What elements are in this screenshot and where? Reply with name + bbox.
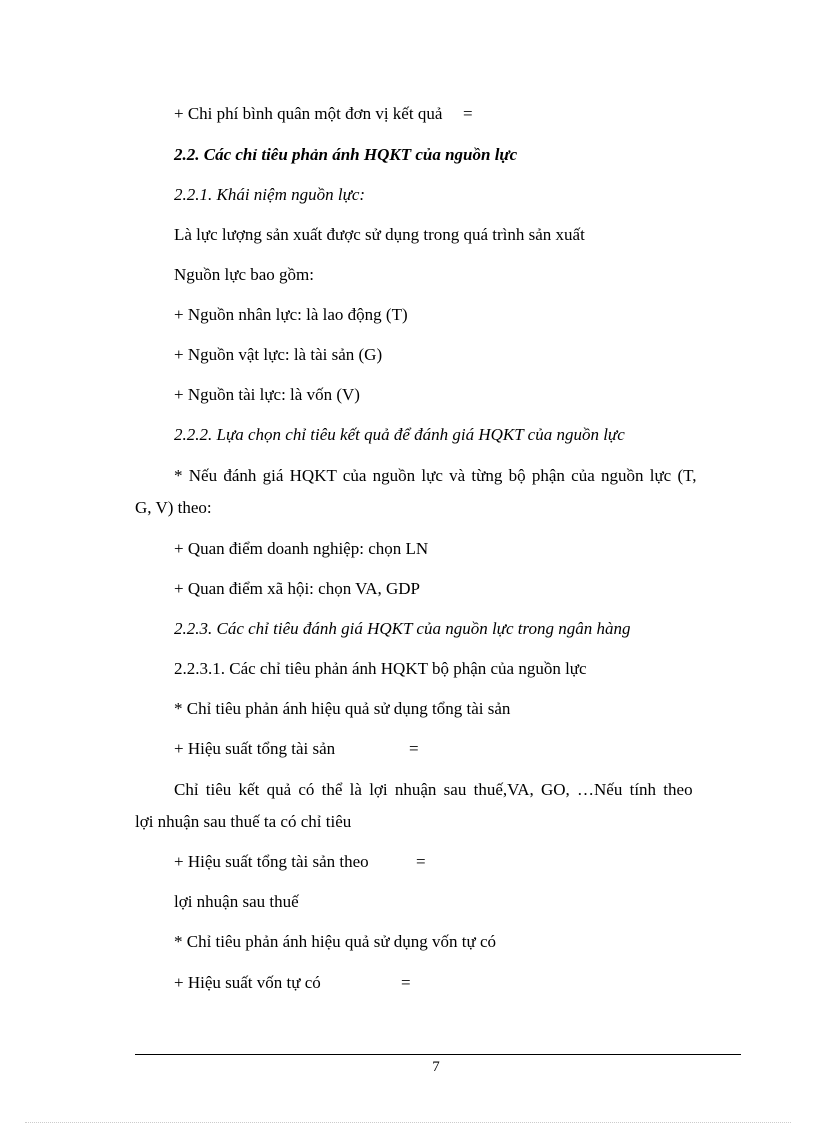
paragraph-total-assets-indicator: * Chỉ tiêu phản ánh hiệu quả sử dụng tổng tài sản xyxy=(174,699,511,718)
list-item-equity-efficiency: + Hiệu suất vốn tự có xyxy=(174,973,321,992)
equals-sign: = xyxy=(416,852,426,871)
paragraph-after-tax-profit: lợi nhuận sau thuế xyxy=(174,892,299,911)
page-number: 7 xyxy=(432,1059,440,1075)
list-item-enterprise-view: + Quan điểm doanh nghiệp: chọn LN xyxy=(174,539,429,558)
list-item-financial-resources: + Nguồn tài lực: là vốn (V) xyxy=(174,385,360,404)
paragraph-resources-include: Nguồn lực bao gồm: xyxy=(174,265,315,284)
paragraph-equity-indicator: * Chỉ tiêu phản ánh hiệu quả sử dụng vốn tự có xyxy=(174,932,497,951)
paragraph-result-indicator-line-1: Chỉ tiêu kết quả có thể là lợi nhuận sau thuế,VA, GO, …Nếu tính theo xyxy=(174,780,693,799)
list-item-total-asset-efficiency: + Hiệu suất tổng tài sản xyxy=(174,739,336,758)
paragraph-evaluation-line-1: * Nếu đánh giá HQKT của nguồn lực và từng bộ phận của nguồn lực (T, xyxy=(174,466,697,485)
subheading-2-2-3-1: 2.2.3.1. Các chỉ tiêu phản ánh HQKT bộ phận của nguồn lực xyxy=(174,659,587,678)
footer-divider xyxy=(135,1054,741,1055)
subheading-2-2-2: 2.2.2. Lựa chọn chỉ tiêu kết quả để đánh giá HQKT của nguồn lực xyxy=(174,425,625,444)
list-item-material-resources: + Nguồn vật lực: là tài sản (G) xyxy=(174,345,383,364)
list-item-total-asset-efficiency-by: + Hiệu suất tổng tài sản theo xyxy=(174,852,369,871)
equals-sign: = xyxy=(401,973,411,992)
paragraph-average-cost: + Chi phí bình quân một đơn vị kết quả xyxy=(174,104,443,123)
subheading-2-2-1: 2.2.1. Khái niệm nguồn lực: xyxy=(174,185,366,204)
list-item-social-view: + Quan điểm xã hội: chọn VA, GDP xyxy=(174,579,421,598)
paragraph-result-indicator-line-2: lợi nhuận sau thuế ta có chỉ tiêu xyxy=(135,812,352,831)
equals-sign: = xyxy=(409,739,419,758)
subheading-2-2-3: 2.2.3. Các chỉ tiêu đánh giá HQKT của nguồn lực trong ngân hàng xyxy=(174,619,631,638)
paragraph-definition: Là lực lượng sản xuất được sử dụng trong quá trình sản xuất xyxy=(174,225,585,244)
paragraph-evaluation-line-2: G, V) theo: xyxy=(135,498,212,517)
section-heading-2-2: 2.2. Các chỉ tiêu phản ánh HQKT của nguồn lực xyxy=(174,145,518,164)
equals-sign: = xyxy=(463,104,473,123)
list-item-human-resources: + Nguồn nhân lực: là lao động (T) xyxy=(174,305,408,324)
